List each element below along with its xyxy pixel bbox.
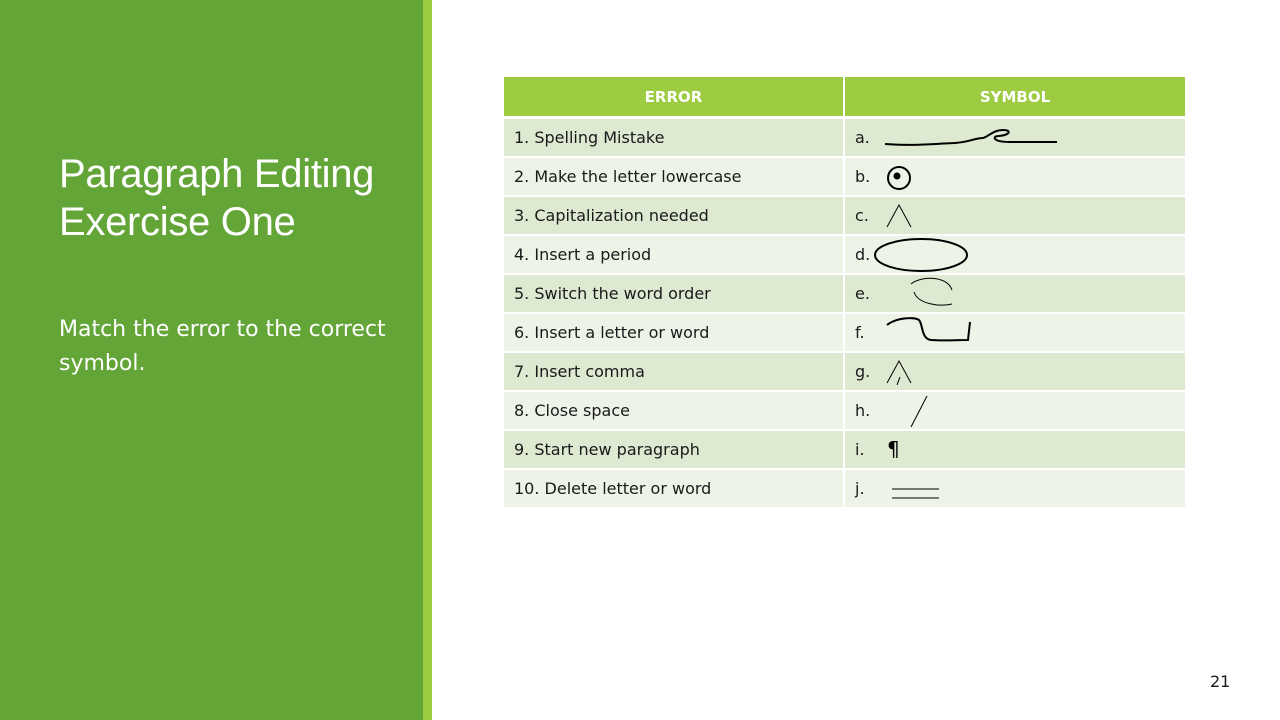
symbol-cell: [844, 118, 1185, 158]
symbol-letter: e.: [855, 284, 870, 303]
error-cell: 6. Insert a letter or word: [504, 313, 844, 352]
symbol-cell: [844, 196, 1185, 235]
symbol-letter: a.: [855, 128, 870, 147]
symbol-cell: [844, 391, 1185, 430]
symbol-cell: [844, 235, 1185, 274]
table-header-row: [504, 77, 1185, 118]
symbol-cell: [844, 274, 1185, 313]
table-row: [504, 118, 1185, 158]
symbol-letter: c.: [855, 206, 869, 225]
caret-with-comma-icon: [875, 353, 1095, 390]
error-cell: 4. Insert a period: [504, 235, 844, 274]
pilcrow-icon: ¶: [887, 437, 900, 461]
symbol-cell: [844, 352, 1185, 391]
spell-out-circle-loop-icon: [875, 119, 1095, 156]
symbol-cell: [844, 313, 1185, 352]
slide-subtitle: Match the error to the correct symbol.: [59, 317, 386, 376]
sidebar-accent-stripe: [423, 0, 432, 720]
error-cell: 10. Delete letter or word: [504, 469, 844, 508]
symbol-letter: j.: [855, 479, 865, 498]
symbol-letter: b.: [855, 167, 871, 186]
symbol-cell: [844, 157, 1185, 196]
slide-title: Paragraph Editing Exercise One: [59, 152, 375, 244]
error-cell: 2. Make the letter lowercase: [504, 157, 844, 196]
symbol-letter: g.: [855, 362, 871, 381]
transpose-icon: [875, 314, 1095, 351]
table-row: [504, 430, 1185, 469]
error-cell: 1. Spelling Mistake: [504, 118, 844, 158]
header-error: ERROR: [504, 77, 844, 118]
error-cell: 7. Insert comma: [504, 352, 844, 391]
error-symbol-table: [504, 77, 1185, 509]
header-symbol: SYMBOL: [844, 77, 1185, 118]
symbol-cell: [844, 430, 1185, 469]
slash-lowercase-icon: [875, 392, 1095, 429]
page-number: 21: [1210, 672, 1231, 691]
symbol-letter: i.: [855, 440, 865, 459]
table-row: [504, 391, 1185, 430]
circled-dot-period-icon: [875, 158, 1095, 195]
error-cell: 8. Close space: [504, 391, 844, 430]
ellipse-circle-icon: [875, 236, 1095, 273]
close-up-curves-icon: [875, 275, 1095, 312]
table-row: [504, 469, 1185, 508]
error-cell: 9. Start new paragraph: [504, 430, 844, 469]
symbol-letter: f.: [855, 323, 865, 342]
table-row: [504, 352, 1185, 391]
table-row: [504, 157, 1185, 196]
triple-underline-icon: [875, 470, 1095, 507]
error-cell: 3. Capitalization needed: [504, 196, 844, 235]
table-row: [504, 235, 1185, 274]
error-cell: 5. Switch the word order: [504, 274, 844, 313]
symbol-letter: h.: [855, 401, 871, 420]
symbol-cell: [844, 469, 1185, 508]
table-row: [504, 196, 1185, 235]
table-row: [504, 274, 1185, 313]
caret-insert-icon: [875, 197, 1095, 234]
table-row: [504, 313, 1185, 352]
symbol-letter: d.: [855, 245, 871, 264]
